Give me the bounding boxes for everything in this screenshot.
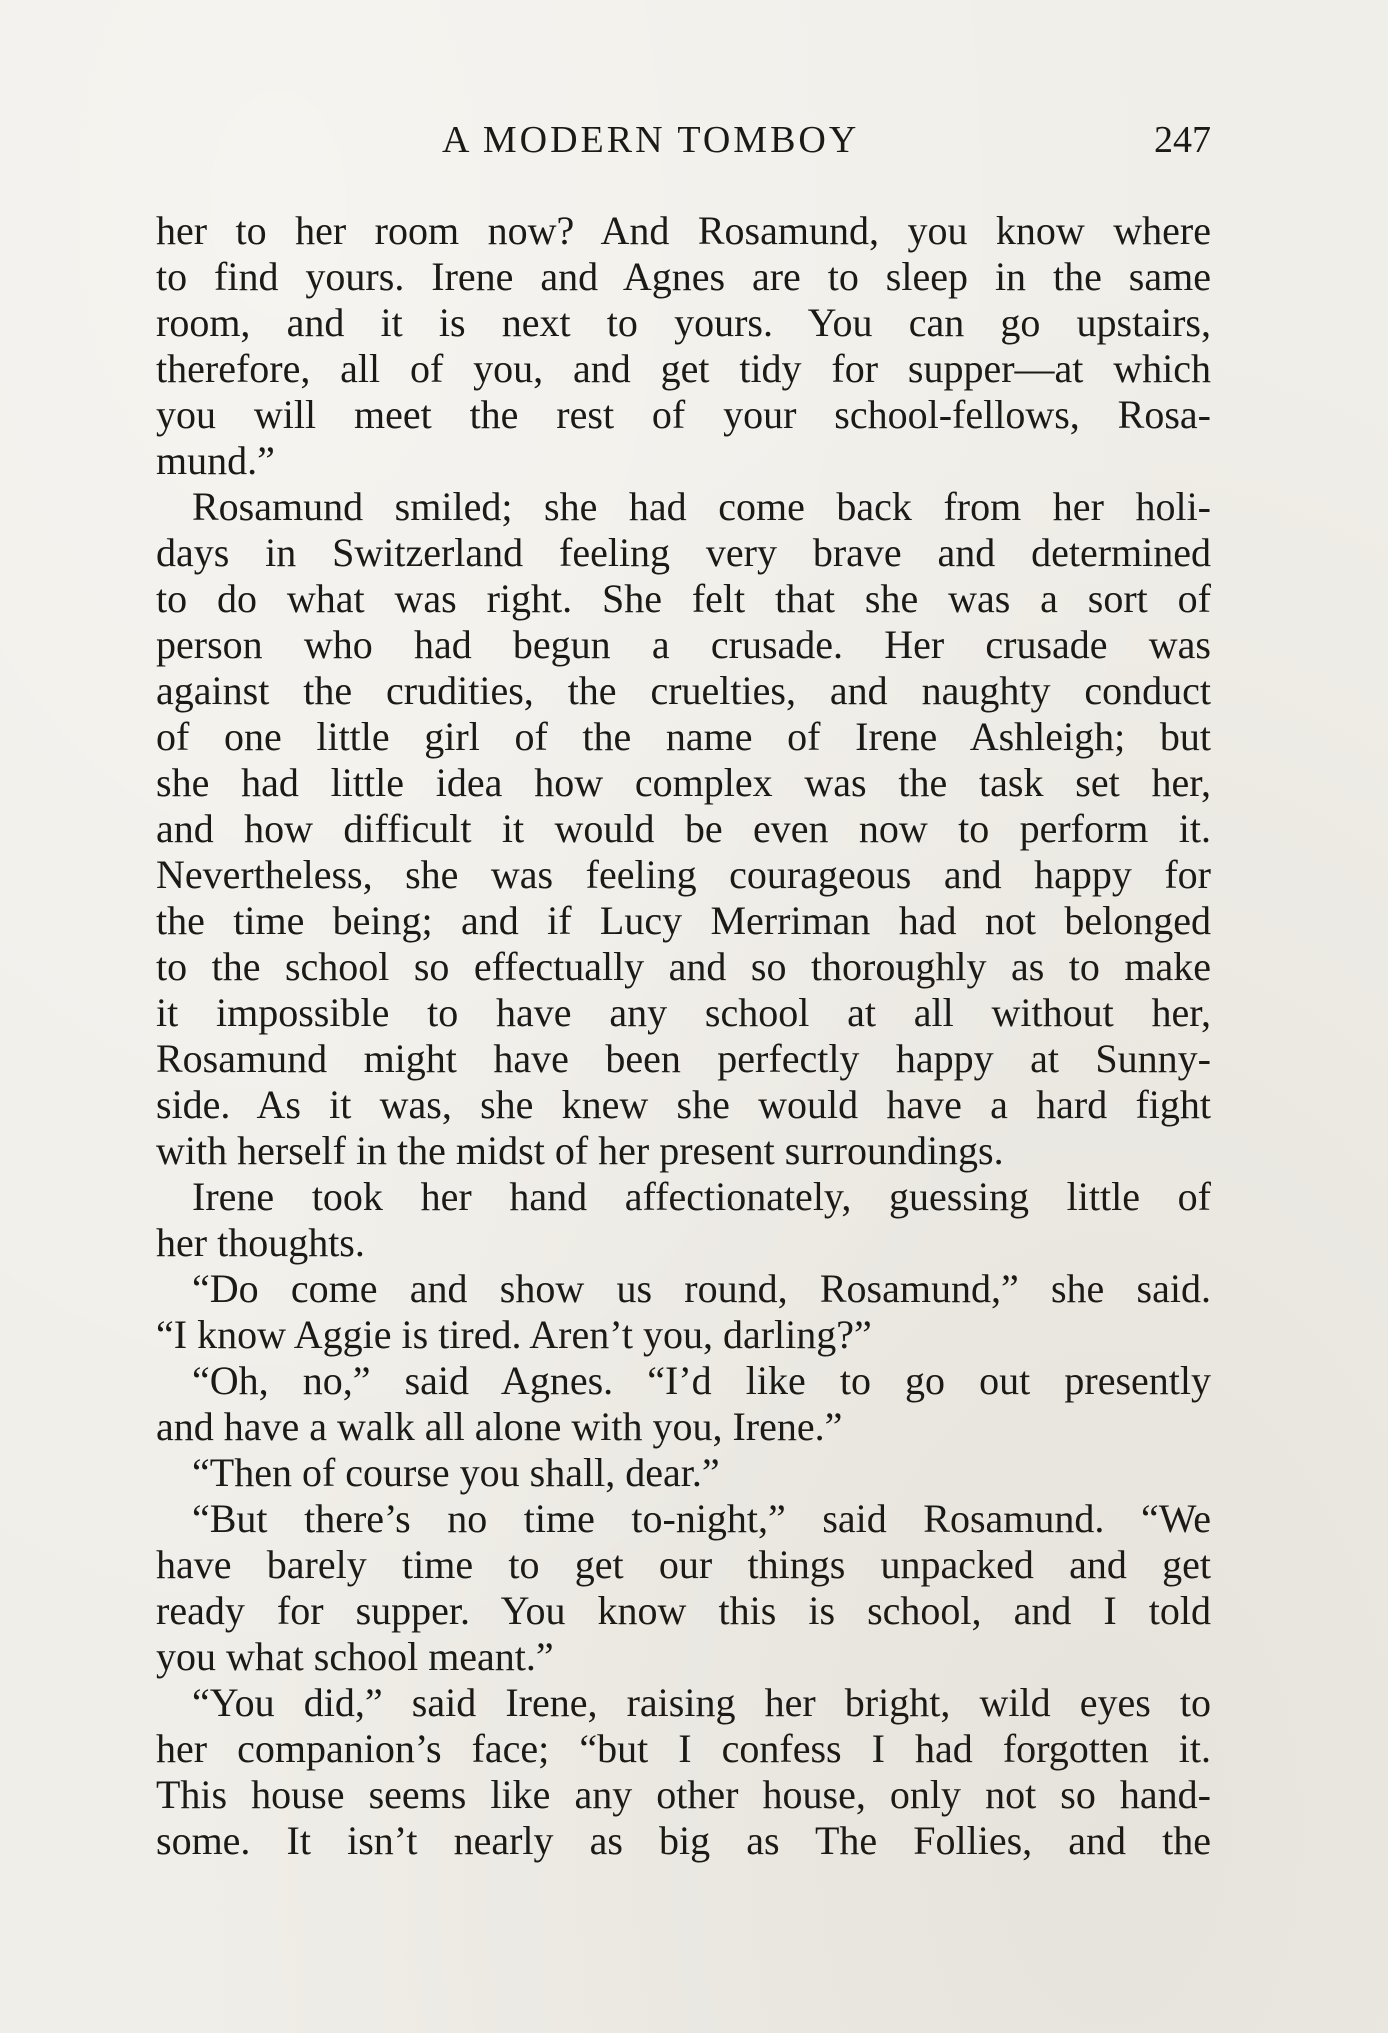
text-line: she had little idea how complex was the task set her, — [156, 760, 1211, 805]
text-line: mund.” — [156, 438, 275, 483]
page-number: 247 — [1154, 119, 1211, 161]
text-line: of one little girl of the name of Irene Ashleigh; but — [156, 714, 1211, 759]
body-text — [156, 208, 1211, 1864]
text-line: her thoughts. — [156, 1220, 365, 1265]
text-line: you will meet the rest of your school-fellows, Rosa- — [156, 392, 1211, 437]
text-line: to the school so effectually and so thoroughly as to make — [156, 944, 1211, 989]
text-line: Rosamund smiled; she had come back from her holi- — [192, 484, 1211, 529]
text-line: you what school meant.” — [156, 1634, 554, 1679]
text-line: and how difficult it would be even now to perform it. — [156, 806, 1211, 851]
text-line: “Do come and show us round, Rosamund,” she said. — [192, 1266, 1211, 1311]
text-line: against the crudities, the cruelties, and naughty conduct — [156, 668, 1211, 713]
text-line: ready for supper. You know this is school, and I told — [156, 1588, 1211, 1633]
page-header — [156, 112, 1211, 168]
text-line: to find yours. Irene and Agnes are to sleep in the same — [156, 254, 1211, 299]
text-line: some. It isn’t nearly as big as The Follies, and the — [156, 1818, 1211, 1863]
text-line: her to her room now? And Rosamund, you know where — [156, 208, 1211, 253]
text-line: therefore, all of you, and get tidy for supper—at which — [156, 346, 1211, 391]
text-line: “Oh, no,” said Agnes. “I’d like to go out presently — [192, 1358, 1211, 1403]
text-line: the time being; and if Lucy Merriman had not belonged — [156, 898, 1211, 943]
text-line: to do what was right. She felt that she was a sort of — [156, 576, 1211, 621]
text-line: “You did,” said Irene, raising her bright, wild eyes to — [192, 1680, 1211, 1725]
text-line: Nevertheless, she was feeling courageous and happy for — [156, 852, 1211, 897]
text-line: with herself in the midst of her present surroundings. — [156, 1128, 1004, 1173]
text-line: her companion’s face; “but I confess I had forgotten it. — [156, 1726, 1211, 1771]
text-line: days in Switzerland feeling very brave and determined — [156, 530, 1211, 575]
text-line: it impossible to have any school at all without her, — [156, 990, 1211, 1035]
text-line: This house seems like any other house, only not so hand- — [156, 1772, 1211, 1817]
text-line: “But there’s no time to-night,” said Rosamund. “We — [192, 1496, 1211, 1541]
text-line: person who had begun a crusade. Her crusade was — [156, 622, 1211, 667]
text-line: Irene took her hand affectionately, guessing little of — [192, 1174, 1211, 1219]
text-line: Rosamund might have been perfectly happy at Sunny- — [156, 1036, 1211, 1081]
text-line: and have a walk all alone with you, Irene.” — [156, 1404, 843, 1449]
text-line: “I know Aggie is tired. Aren’t you, darling?” — [156, 1312, 872, 1357]
text-line: side. As it was, she knew she would have a hard fight — [156, 1082, 1211, 1127]
text-line: have barely time to get our things unpacked and get — [156, 1542, 1211, 1587]
running-title: A MODERN TOMBOY — [442, 119, 860, 161]
text-line: “Then of course you shall, dear.” — [192, 1450, 720, 1495]
text-line: room, and it is next to yours. You can go upstairs, — [156, 300, 1211, 345]
